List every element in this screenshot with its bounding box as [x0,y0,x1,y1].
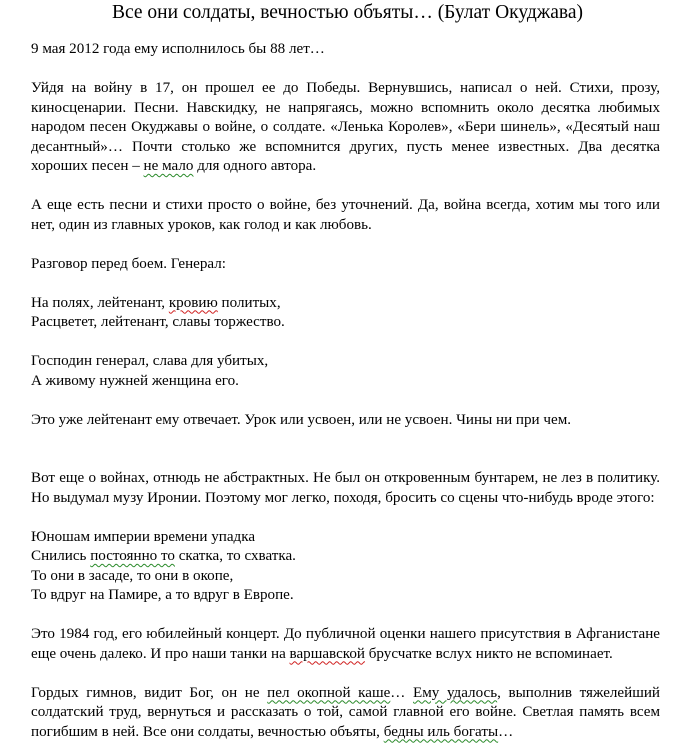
paragraph-concert [31,625,660,664]
verse-line [31,547,660,567]
verse-line: А живому нужней женщина его. [31,372,239,389]
verse-lieutenant [31,352,660,391]
verse-line: Расцветет, лейтенант, славы торжество. [31,314,285,330]
grammar-flag-text: Ему удалось [413,684,498,701]
verse-line [31,294,660,314]
verse-line: Господин генерал, слава для убитых, [31,353,269,369]
grammar-flag-text: пел окопной каше [267,684,391,701]
verse-general [31,294,660,333]
paragraph-final-text: … [390,684,414,701]
verse-line: Юношам империи времени упадка [31,528,256,545]
paragraph-final-tail: … [498,723,514,740]
grammar-flag-text: бедны иль богаты [383,723,499,740]
verse-line-text: Снились [31,548,91,564]
paragraph-conversation: Разговор перед боем. Генерал: [31,255,226,272]
verse-line-text: На полях, лейтенант, [31,294,169,311]
grammar-flag-text: не мало [143,158,194,174]
verse-line: То они в засаде, то они в окопе, [31,567,234,584]
grammar-flag-text: постоянно то [90,548,175,564]
paragraph-war-songs-text: Уйдя на войну в 17, он прошел ее до Победы. Вернувшись, написал о ней. Стихи, прозу, киносценарии. Песни. Навскидку, не напрягаясь, можно вспомнить около десятка любимых народом песен Окуджавы о войне, о солдате. «Ленька Королев», «Бери шинель», «Десятый наш десантный»… Почти столько же вспомнится других, пусть менее известных. Два десятка хороших песен – [31,80,660,174]
verse-line: То вдруг на Памире, а то вдруг в Европе. [31,587,294,603]
paragraph-war-songs [31,79,660,177]
paragraph-war-lessons: А еще есть песни и стихи просто о войне, без уточнений. Да, война всегда, хотим мы того или нет, один из главных уроков, как голод и как любовь. [31,197,660,233]
paragraph-irony: Вот еще о войнах, отнюдь не абстрактных. Не был он откровенным бунтарем, не лез в политику. Но выдумал музу Иронии. Поэтому мог легко, походя, бросить со сцены что-нибудь вроде этого: [31,470,660,506]
paragraph-final [31,684,660,743]
paragraph-date: 9 мая 2012 года ему исполнилось бы 88 лет… [31,41,325,57]
paragraph-final-text: , выполнив тяжелейший солдатский труд, вернуться и рассказать о той, самой главной его войне. Светлая память всем погибшим в ней. Все они солдаты, вечностью объяты, [31,684,660,740]
verse-empire [31,528,660,606]
paragraph-final-text: Гордых гимнов, видит Бог, он не [31,684,268,701]
paragraph-answer: Это уже лейтенант ему отвечает. Урок или усвоен, или не усвоен. Чины ни при чем. [31,411,572,428]
spelling-flag-text: варшавской [289,645,365,662]
document-title: Все они солдаты, вечностью объяты… (Булат Окуджава) [111,2,584,23]
paragraph-concert-tail: брусчатке вслух никто не вспоминает. [364,645,613,662]
verse-line-text: политых, [217,294,281,311]
verse-line-text: скатка, то схватка. [174,548,296,564]
paragraph-war-songs-tail: для одного автора. [193,158,317,174]
spelling-flag-text: кровию [168,294,218,311]
paragraph-concert-text: Это 1984 год, его юбилейный концерт. До публичной оценки нашего присутствия в Афганистане еще очень далеко. И про наши танки на [31,626,660,662]
